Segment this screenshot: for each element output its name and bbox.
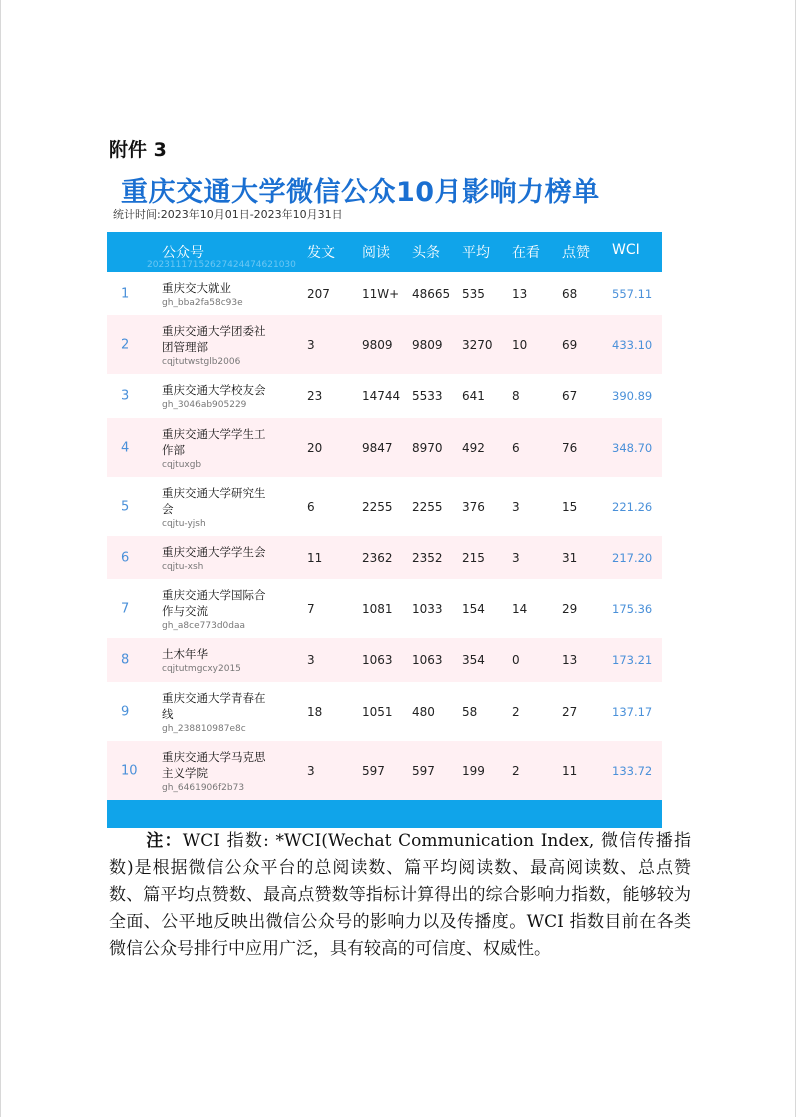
attachment-label: 附件 3 (109, 139, 167, 161)
cell-posts: 6 (307, 499, 315, 514)
ranking-table (107, 232, 662, 828)
cell-average: 376 (462, 499, 485, 514)
cell-wci: 390.89 (612, 389, 653, 403)
cell-watching: 6 (512, 440, 520, 455)
cell-reads: 9847 (362, 440, 393, 455)
cell-reads: 11W+ (362, 286, 400, 301)
account-cell (162, 587, 274, 631)
account-name: 重庆交通大学团委社团管理部 (162, 323, 266, 354)
account-name: 重庆交通大学国际合作与交流 (162, 587, 266, 618)
cell-watching: 3 (512, 550, 520, 565)
cell-wci: 173.21 (612, 653, 653, 667)
cell-likes: 69 (562, 337, 578, 352)
account-cell (162, 323, 274, 367)
header-watching: 在看 (512, 245, 540, 261)
cell-wci: 433.10 (612, 337, 653, 352)
table-row (107, 741, 662, 800)
header-reads: 阅读 (362, 245, 390, 261)
account-cell (162, 749, 274, 793)
rank-number: 9 (121, 704, 130, 719)
cell-headline: 1063 (412, 653, 443, 667)
cell-average: 3270 (462, 337, 493, 352)
cell-average: 58 (462, 704, 478, 719)
cell-reads: 2255 (362, 499, 393, 514)
account-cell (162, 485, 274, 529)
cell-average: 199 (462, 763, 485, 778)
account-cell (162, 544, 274, 572)
rank-number: 5 (121, 499, 130, 514)
cell-headline: 8970 (412, 440, 443, 455)
cell-likes: 29 (562, 601, 578, 616)
cell-average: 154 (462, 601, 485, 616)
wci-note (109, 828, 691, 963)
cell-posts: 18 (307, 704, 323, 719)
account-cell (162, 280, 274, 308)
cell-likes: 68 (562, 286, 578, 301)
cell-wci: 221.26 (612, 499, 653, 514)
table-row (107, 638, 662, 682)
account-name: 重庆交大就业 (162, 280, 231, 295)
account-id: cqjtutwstglb2006 (162, 356, 241, 367)
account-id: cqjtutmgcxy2015 (162, 664, 241, 674)
cell-watching: 8 (512, 389, 520, 403)
header-headline: 头条 (412, 245, 440, 261)
cell-watching: 14 (512, 601, 528, 616)
cell-average: 641 (462, 389, 485, 403)
account-id: gh_3046ab905229 (162, 400, 247, 410)
cell-likes: 13 (562, 653, 578, 667)
note-text: WCI 指数: *WCI(Wechat Communication Index, 微信传播指数)是根据微信公众平台的总阅读数、篇平均阅读数、最高阅读数、总点赞数、篇平均点赞数、最高点赞数等指标计算得出的综合影响力指数，能够较为全面、公平地反映出微信公众号的影响力以及传播度。WCI 指数目前在各类微信公众号排行中应用广泛，具有较高的可信度、权威性。 (109, 831, 691, 959)
table-row (107, 579, 662, 638)
cell-wci: 217.20 (612, 550, 653, 565)
rank-number: 2 (121, 337, 130, 352)
cell-reads: 2362 (362, 550, 393, 565)
cell-posts: 207 (307, 286, 330, 301)
cell-likes: 11 (562, 763, 578, 778)
account-cell (162, 382, 274, 410)
rank-number: 6 (121, 550, 130, 565)
cell-likes: 15 (562, 499, 578, 514)
table-row (107, 682, 662, 741)
cell-wci: 133.72 (612, 763, 653, 778)
header-posts: 发文 (307, 245, 335, 261)
cell-posts: 3 (307, 337, 315, 352)
cell-reads: 1051 (362, 704, 393, 719)
account-id: gh_a8ce773d0daa (162, 620, 246, 631)
rank-number: 1 (121, 286, 130, 301)
cell-watching: 10 (512, 337, 528, 352)
table-row (107, 418, 662, 477)
cell-posts: 11 (307, 550, 323, 565)
cell-headline: 48665 (412, 286, 451, 301)
table-body (107, 272, 662, 800)
cell-likes: 76 (562, 440, 578, 455)
cell-likes: 67 (562, 389, 578, 403)
cell-wci: 137.17 (612, 704, 653, 719)
account-cell (162, 646, 274, 674)
note-label: 注： (145, 831, 183, 851)
account-id: gh_bba2fa58c93e (162, 297, 243, 308)
rank-number: 10 (121, 763, 138, 778)
cell-headline: 2255 (412, 499, 443, 514)
cell-headline: 2352 (412, 550, 443, 565)
cell-likes: 27 (562, 704, 578, 719)
cell-average: 354 (462, 653, 485, 667)
table-header (107, 232, 662, 272)
account-name: 重庆交通大学研究生会 (162, 485, 266, 516)
rank-number: 3 (121, 388, 130, 404)
cell-posts: 7 (307, 601, 315, 616)
cell-watching: 2 (512, 704, 520, 719)
account-id: cqjtuxgb (162, 459, 202, 470)
account-id: gh_6461906f2b73 (162, 782, 245, 793)
cell-wci: 175.36 (612, 601, 653, 616)
table-row (107, 315, 662, 374)
account-id: cqjtu-yjsh (162, 518, 206, 529)
cell-reads: 1063 (362, 653, 393, 667)
header-id-watermark: 20231117152627424474621030 (147, 260, 296, 270)
statistics-period: 统计时间:2023年10月01日-2023年10月31日 (113, 208, 343, 221)
account-id: gh_238810987e8c (162, 723, 246, 734)
cell-watching: 2 (512, 763, 520, 778)
rank-number: 8 (121, 652, 130, 668)
cell-posts: 20 (307, 440, 323, 455)
account-name: 重庆交通大学校友会 (162, 383, 266, 397)
cell-headline: 9809 (412, 337, 443, 352)
ranking-title: 重庆交通大学微信公众10月影响力榜单 (121, 177, 600, 208)
account-id: cqjtu-xsh (162, 561, 204, 572)
account-name: 重庆交通大学马克思主义学院 (162, 749, 266, 780)
header-account: 公众号 (162, 245, 204, 261)
cell-wci: 348.70 (612, 440, 653, 455)
cell-posts: 3 (307, 653, 315, 667)
table-row (107, 536, 662, 579)
header-likes: 点赞 (562, 245, 590, 261)
account-cell (162, 426, 274, 470)
table-row (107, 272, 662, 315)
cell-average: 535 (462, 286, 485, 301)
table-row (107, 374, 662, 418)
cell-posts: 3 (307, 763, 315, 778)
account-name: 重庆交通大学学生工作部 (162, 426, 266, 457)
rank-number: 4 (121, 440, 130, 455)
cell-headline: 480 (412, 704, 435, 719)
cell-watching: 13 (512, 286, 528, 301)
account-name: 土木年华 (162, 647, 208, 661)
cell-reads: 9809 (362, 337, 393, 352)
cell-watching: 0 (512, 653, 520, 667)
rank-number: 7 (121, 601, 130, 616)
table-footer-bar (107, 800, 662, 828)
cell-headline: 597 (412, 763, 435, 778)
cell-headline: 1033 (412, 601, 443, 616)
cell-likes: 31 (562, 550, 578, 565)
cell-headline: 5533 (412, 389, 443, 403)
cell-average: 492 (462, 440, 485, 455)
cell-wci: 557.11 (612, 286, 653, 301)
cell-posts: 23 (307, 389, 323, 403)
cell-watching: 3 (512, 499, 520, 514)
header-average: 平均 (462, 245, 490, 261)
cell-reads: 597 (362, 763, 385, 778)
cell-reads: 14744 (362, 389, 401, 403)
header-wci: WCI (612, 242, 640, 258)
account-cell (162, 690, 274, 734)
cell-average: 215 (462, 550, 485, 565)
account-name: 重庆交通大学青春在线 (162, 690, 266, 721)
table-row (107, 477, 662, 536)
cell-reads: 1081 (362, 601, 393, 616)
account-name: 重庆交通大学学生会 (162, 544, 266, 559)
